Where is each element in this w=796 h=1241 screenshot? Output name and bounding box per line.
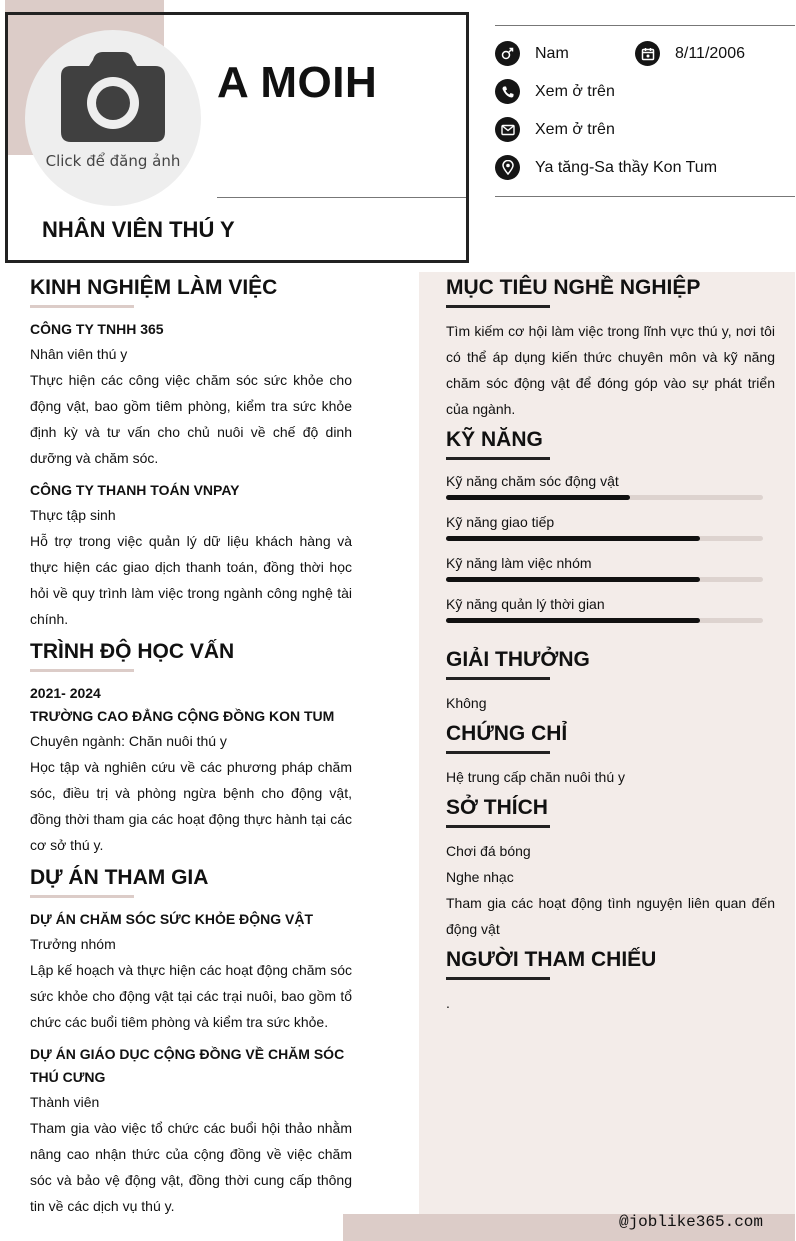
projects-title: DỰ ÁN THAM GIA — [30, 866, 209, 889]
position: Nhân viên thú y — [30, 346, 128, 362]
section-underline — [30, 669, 134, 672]
phone-icon — [495, 79, 520, 104]
skill-item — [446, 595, 775, 623]
certificates-text: Hệ trung cấp chăn nuôi thú y — [446, 769, 626, 785]
skill-bar-fill — [446, 577, 700, 582]
section-underline — [446, 751, 550, 754]
awards-section — [446, 648, 775, 716]
certificates-section — [446, 722, 775, 790]
gender-icon — [495, 41, 520, 66]
hobbies-section — [446, 796, 775, 942]
school-name: TRƯỜNG CAO ĐẲNG CỘNG ĐỒNG KON TUM — [30, 708, 335, 724]
section-underline — [446, 677, 550, 680]
section-underline — [30, 895, 134, 898]
company-name: CÔNG TY TNHH 365 — [30, 321, 164, 337]
position: Thực tập sinh — [30, 507, 116, 523]
contact-top-divider — [495, 25, 795, 26]
calendar-icon — [635, 41, 660, 66]
hobby-item: Nghe nhạc — [446, 869, 514, 885]
skills-section — [446, 428, 775, 623]
objective-title: MỤC TIÊU NGHỀ NGHIỆP — [446, 276, 701, 299]
awards-text: Không — [446, 695, 487, 711]
skill-bar-fill — [446, 495, 630, 500]
contact-dob — [635, 41, 745, 66]
hobby-item: Chơi đá bóng — [446, 843, 531, 859]
section-underline — [446, 305, 550, 308]
section-underline — [446, 825, 550, 828]
location-icon — [495, 155, 520, 180]
contact-email — [495, 117, 615, 142]
project-item — [30, 1043, 352, 1219]
experience-item — [30, 479, 352, 632]
skill-bar — [446, 577, 763, 582]
phone-value: Xem ở trên — [535, 82, 615, 100]
skill-name: Kỹ năng giao tiếp — [446, 514, 555, 530]
candidate-name: A MOIH — [217, 58, 378, 107]
skill-bar-fill — [446, 536, 700, 541]
references-text: . — [446, 995, 450, 1011]
contact-bottom-divider — [495, 196, 795, 197]
hobby-item: Tham gia các hoạt động tình nguyện liên quan đến động vật — [446, 895, 775, 937]
skills-title: KỸ NĂNG — [446, 428, 543, 451]
section-underline — [30, 305, 134, 308]
footer-watermark: @joblike365.com — [618, 1213, 763, 1231]
project-name: DỰ ÁN GIÁO DỤC CỘNG ĐỒNG VỀ CHĂM SÓC THÚ CƯNG — [30, 1046, 345, 1085]
skill-bar-fill — [446, 618, 700, 623]
skill-item — [446, 554, 775, 582]
project-name: DỰ ÁN CHĂM SÓC SỨC KHỎE ĐỘNG VẬT — [30, 911, 314, 927]
project-role: Thành viên — [30, 1094, 100, 1110]
awards-title: GIẢI THƯỞNG — [446, 648, 590, 671]
certificates-title: CHỨNG CHỈ — [446, 722, 568, 745]
references-section — [446, 948, 775, 1016]
camera-icon — [59, 50, 167, 144]
description: Học tập và nghiên cứu về các phương pháp chăm sóc, điều trị và phòng ngừa bệnh cho động vật, đồng thời tham gia các hoạt động thực hành tại các cơ sở thú y. — [30, 759, 352, 853]
description: Tham gia vào việc tổ chức các buổi hội thảo nhằm nâng cao nhận thức của cộng đồng về việc chăm sóc và bảo vệ động vật, đồng thời cung cấp thông tin về các dịch vụ thú y. — [30, 1120, 352, 1214]
address-value: Ya tăng-Sa thầy Kon Tum — [535, 158, 718, 176]
skill-name: Kỹ năng chăm sóc động vật — [446, 473, 619, 489]
left-column — [30, 276, 352, 1227]
description: Lập kế hoạch và thực hiện các hoạt động chăm sóc sức khỏe cho động vật tại các trại nuôi, bao gồm tổ chức các buổi tiêm phòng và kiểm tra sức khỏe. — [30, 962, 352, 1030]
skill-name: Kỹ năng quản lý thời gian — [446, 596, 605, 612]
education-section — [30, 640, 352, 858]
contact-gender — [495, 41, 569, 66]
objective-text: Tìm kiếm cơ hội làm việc trong lĩnh vực thú y, nơi tôi có thể áp dụng kiến thức chuyên môn và kỹ năng chăm sóc động vật để đóng góp vào sự phát triển của ngành. — [446, 323, 775, 417]
name-divider — [217, 197, 466, 198]
skill-item — [446, 513, 775, 541]
email-icon — [495, 117, 520, 142]
dob-value: 8/11/2006 — [675, 44, 745, 62]
experience-item — [30, 318, 352, 471]
experience-title: KINH NGHIỆM LÀM VIỆC — [30, 276, 278, 299]
description: Thực hiện các công việc chăm sóc sức khỏe cho động vật, bao gồm tiêm phòng, kiểm tra sức khỏe định kỳ và tư vấn cho chủ nuôi về chế độ dinh dưỡng và chăm sóc. — [30, 372, 352, 466]
skill-bar — [446, 495, 763, 500]
right-column — [446, 276, 775, 1016]
skill-item — [446, 472, 775, 500]
contact-address — [495, 155, 717, 180]
section-underline — [446, 977, 550, 980]
gender-value: Nam — [535, 44, 569, 62]
email-value: Xem ở trên — [535, 120, 615, 138]
education-title: TRÌNH ĐỘ HỌC VẤN — [30, 640, 235, 663]
avatar-upload[interactable] — [25, 30, 201, 206]
photo-caption: Click để đăng ảnh — [45, 152, 181, 170]
major: Chuyên ngành: Chăn nuôi thú y — [30, 733, 227, 749]
contact-phone — [495, 79, 615, 104]
experience-section — [30, 276, 352, 632]
education-period: 2021- 2024 — [30, 685, 101, 701]
section-underline — [446, 457, 550, 460]
description: Hỗ trợ trong việc quản lý dữ liệu khách hàng và thực hiện các giao dịch thanh toán, đồng thời học hỏi về quy trình làm việc trong ngành công nghệ tài chính. — [30, 533, 352, 627]
hobbies-title: SỞ THÍCH — [446, 796, 548, 819]
job-title: NHÂN VIÊN THÚ Y — [42, 217, 235, 242]
project-role: Trưởng nhóm — [30, 936, 116, 952]
projects-section — [30, 866, 352, 1219]
objective-section — [446, 276, 775, 422]
skill-name: Kỹ năng làm việc nhóm — [446, 555, 592, 571]
project-item — [30, 908, 352, 1035]
skill-bar — [446, 536, 763, 541]
company-name: CÔNG TY THANH TOÁN VNPAY — [30, 482, 240, 498]
references-title: NGƯỜI THAM CHIẾU — [446, 948, 657, 971]
skill-bar — [446, 618, 763, 623]
